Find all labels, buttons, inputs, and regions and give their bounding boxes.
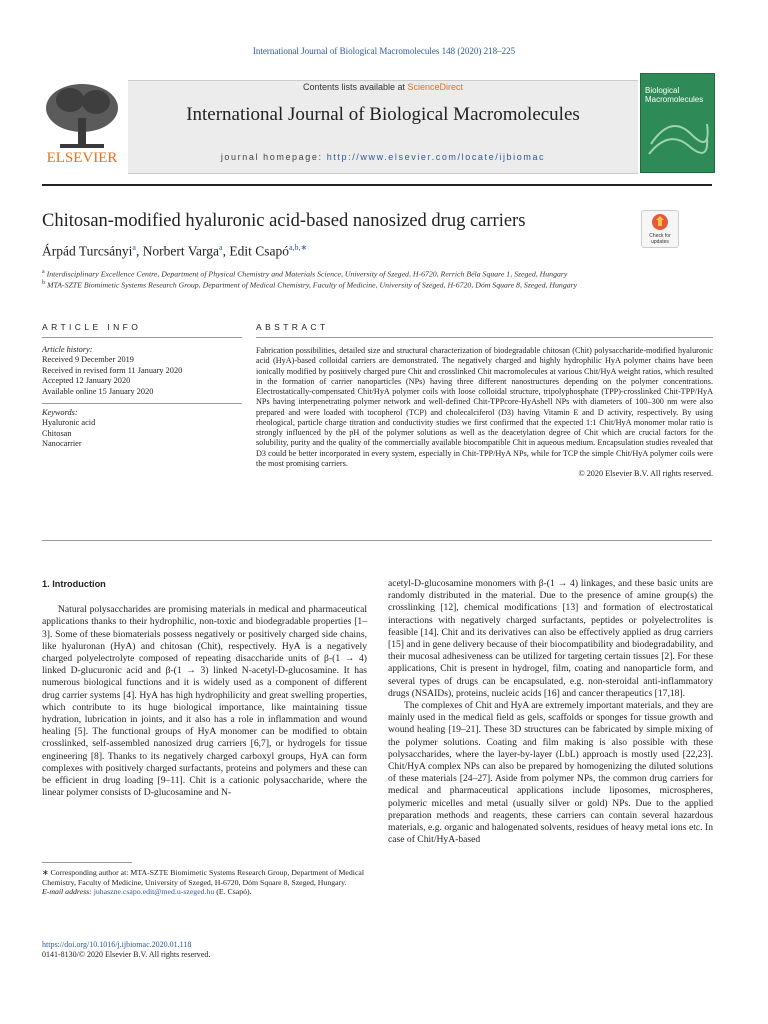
affiliation-text: Interdisciplinary Excellence Centre, Department of Physical Chemistry and Materials Science, University of Szeged, H-6720, Rerrich Béla Square 1, Szeged, Hungary	[46, 269, 568, 279]
journal-citation[interactable]: International Journal of Biological Macromolecules 148 (2020) 218–225	[252, 46, 516, 56]
email-label: E-mail address:	[42, 887, 94, 897]
affiliation	[42, 280, 577, 290]
keyword: Chitosan	[42, 428, 72, 438]
page-footer	[42, 940, 210, 960]
journal-title: International Journal of Biological Macromolecules	[186, 104, 580, 125]
author-name[interactable]: Norbert Varga	[142, 243, 220, 259]
abstract-copyright: © 2020 Elsevier B.V. All rights reserved.	[578, 469, 713, 478]
author-separator: ,	[135, 243, 143, 259]
author-name[interactable]: Árpád Turcsányi	[42, 243, 133, 259]
keyword: Hyaluronic acid	[42, 418, 96, 428]
abstract-rule	[256, 337, 713, 338]
contents-line	[128, 82, 638, 92]
intro-paragraph: acetyl-D-glucosamine monomers with β-(1 → 4) linkages, and these basic units are randomly distributed in the material. Due to the presence of amine group(s) the crosslinking [12], chemical modifications [13] and formation of electrostatical interactions with negatively charged surfactants, peptides or polyelectrolites is feasible [14]. Chit and its derivatives can also be effectively applied as drug carriers [15] and in gene delivery because of their biocompatibility and biodegradability, and their mucosal adhesiveness can be utilized for targeting certain tissues [2]. For these applications, Chit is present in hydrogel, film, coating and nanoparticle form, and several types of drugs can be encapsulated, e.g. non-steroidal anti-inflammatory drugs (NSAIDs), proteins, nucleic acids [16] and cancer therapeutics [17,18].	[388, 578, 713, 699]
history-item: Available online 15 January 2020	[42, 386, 154, 396]
affiliation-mark: a	[42, 269, 45, 275]
intro-right-column	[388, 578, 713, 846]
history-item: Accepted 12 January 2020	[42, 376, 131, 386]
keywords-label: Keywords:	[42, 408, 78, 418]
check-updates-label: Check for updates	[649, 233, 671, 245]
paper-title: Chitosan-modified hyaluronic acid-based nanosized drug carriers	[42, 211, 526, 231]
intro-heading: 1. Introduction	[42, 579, 106, 589]
intro-paragraph: The complexes of Chit and HyA are extremely important materials, and they are mainly used in the medical field as gels, scaffolds or sponges for tissue growth and wound healing [19–21]. These 3D structures can be fabricated by simple mixing of the polymer solutions. Coating and film making is also possible with these polysaccharides, where the layer-by-layer (LbL) approach is mostly used [22,23]. Chit/HyA complex NPs can also be prepared by homogenizing the diluted solutions of these materials [24–27]. Aside from polymer NPs, the common drug carriers for medical and pharmaceutical applications include liposomes, microspheres, polymeric micelles and metal (usually silver or gold) NPs. Due to the applied preparation methods and reagents, these carriers can contain several hazardous materials, e.g. organic and halogenated solvents, residues of heavy metal ions etc. In case of Chit/HyA-based	[388, 700, 713, 846]
author-affil-mark[interactable]: a	[132, 243, 136, 252]
contents-prefix: Contents lists available at	[302, 82, 408, 92]
footnote-rule	[42, 862, 132, 863]
doi-link[interactable]: https://doi.org/10.1016/j.ijbiomac.2020.01.118	[42, 940, 192, 949]
info-divider	[42, 403, 242, 404]
article-info	[42, 345, 242, 450]
info-rule	[42, 337, 242, 338]
journal-homepage	[128, 152, 638, 162]
email-line	[42, 887, 372, 897]
author-affil-mark[interactable]: a	[219, 243, 223, 252]
intro-left-column	[42, 578, 367, 799]
email-link[interactable]: juhaszne.csapo.edit@med.u-szeged.hu	[93, 887, 215, 897]
history-item: Received in revised form 11 January 2020	[42, 365, 183, 375]
author-affil-mark[interactable]: a,b,∗	[288, 243, 308, 252]
section-rule	[42, 540, 712, 541]
author-separator: ,	[222, 243, 230, 259]
homepage-link[interactable]: http://www.elsevier.com/locate/ijbiomac	[326, 152, 546, 162]
corresponding-author-footnote	[42, 868, 372, 897]
elsevier-wordmark: ELSEVIER	[46, 150, 118, 166]
footnote-text: ∗ Corresponding author at: MTA-SZTE Biomimetic Systems Research Group, Department of Medical Chemistry, Faculty of Medicine, University of Szeged, H-6720, Dóm Square 8, Szeged, Hungary.	[42, 868, 365, 887]
cover-graphic-icon	[641, 74, 714, 172]
affiliation-text: MTA-SZTE Biomimetic Systems Research Group, Department of Medical Chemistry, Faculty of Medicine, University of Szeged, H-6720, Dóm Square 8, Szeged, Hungary	[46, 280, 578, 290]
article-info-heading: ARTICLE INFO	[42, 322, 142, 332]
history-label: Article history:	[42, 345, 93, 354]
cover-title: Biological Macromolecules	[645, 86, 704, 104]
issn-line: 0141-8130/© 2020 Elsevier B.V. All rights reserved.	[42, 950, 211, 959]
author-list	[42, 243, 307, 260]
affiliation-mark: b	[42, 280, 45, 286]
abstract-heading: ABSTRACT	[256, 322, 329, 332]
keyword: Nanocarrier	[42, 439, 82, 449]
check-updates-button[interactable]	[641, 210, 679, 248]
abstract-body	[256, 346, 713, 479]
elsevier-logo	[40, 78, 124, 170]
history-item: Received 9 December 2019	[42, 355, 134, 365]
journal-cover[interactable]	[640, 73, 715, 173]
sciencedirect-link[interactable]: ScienceDirect	[407, 82, 464, 92]
email-suffix: (E. Csapó).	[214, 887, 252, 897]
affiliation	[42, 269, 567, 279]
author-name[interactable]: Edit Csapó	[229, 243, 289, 259]
check-updates-icon	[650, 213, 670, 231]
homepage-prefix: journal homepage:	[220, 152, 327, 162]
abstract-text: Fabrication possibilities, detailed size and structural characterization of biodegradable chitosan (Chit) polysaccharide-modified hyaluronic acid (HyA)-based colloidal carriers are demonstrated. The negatively charged and highly hydrophilic HyA polymer chains have been ionically modified by positively charged pure Chit and crosslinked Chit macromolecules at various Chit/HyA weight ratios, which resulted in the formation of carrier nanoparticles (NPs) having three different nanostructures depending on the polymer concentrations. Electrostatically-compensated Chit/HyA polymer coils with loose colloidal structure, tripolyphosphate (TPP)-crosslinked Chit-TPP/HyA NPs having interpenetrating polymer network and well-defined Chit-TPPcore-HyAshell NPs with diameters of 100–300 nm were also prepared and were loaded with tocopherol (TCP) and cholecalciferol (D3) having Vitamin E and D activity, respectively. By using rheological, particle charge titration and conductivity studies we first confirmed that the expected 1:1 Chit/HyA monomer molar ratio is strongly influenced by the pH of the polymer solutions as well as the deacetylation degree of Chit which are crucial factors for the solubility, purity and the quality of the commercially available biocompatible Chit in aqueous medium. Encapsulation studies revealed that D3 could be better incorporated in every system, especially in Chit-TPP/HyA NPs, while for TCP the simple Chit/HyA polymer coils were the most promising carriers.	[256, 346, 713, 468]
header-rule	[42, 184, 712, 186]
intro-paragraph: Natural polysaccharides are promising materials in medical and pharmaceutical applications thanks to their hydrophilic, non-toxic and biodegradable properties [1–3]. Some of these biomaterials possess negatively or positively charged side chains, like hyaluronan (HyA) and chitosan (Chit), respectively. HyA is a negatively charged polyelectrolyte composed of repeating disaccharide units of β-(1 → 4) linked D-glucuronic acid and β-(1 → 3) linked N-acetyl-D-glucosamine. It has numerous biological functions and it is widely used as a component of different drug carrier systems [4]. HyA has high hydrophilicity and great swelling properties, which contribute to its huge biological importance, like maintaining tissue hydration, lubrication in joints, and it also has a role in inflammation and wound healing [5]. The functional groups of HyA monomer can be modified to obtain crosslinked, self-assembled nanosized drug carriers [6,7], or hydrogels for tissue engineering [8]. Thanks to its negatively charged carboxyl groups, HyA can form complexes with positively charged surfactants, proteins and polymers and these can be efficient in drug loading [9–11]. Chit is a cationic polysaccharide, where the linear polymer consists of D-glucosamine and N-	[42, 604, 367, 799]
